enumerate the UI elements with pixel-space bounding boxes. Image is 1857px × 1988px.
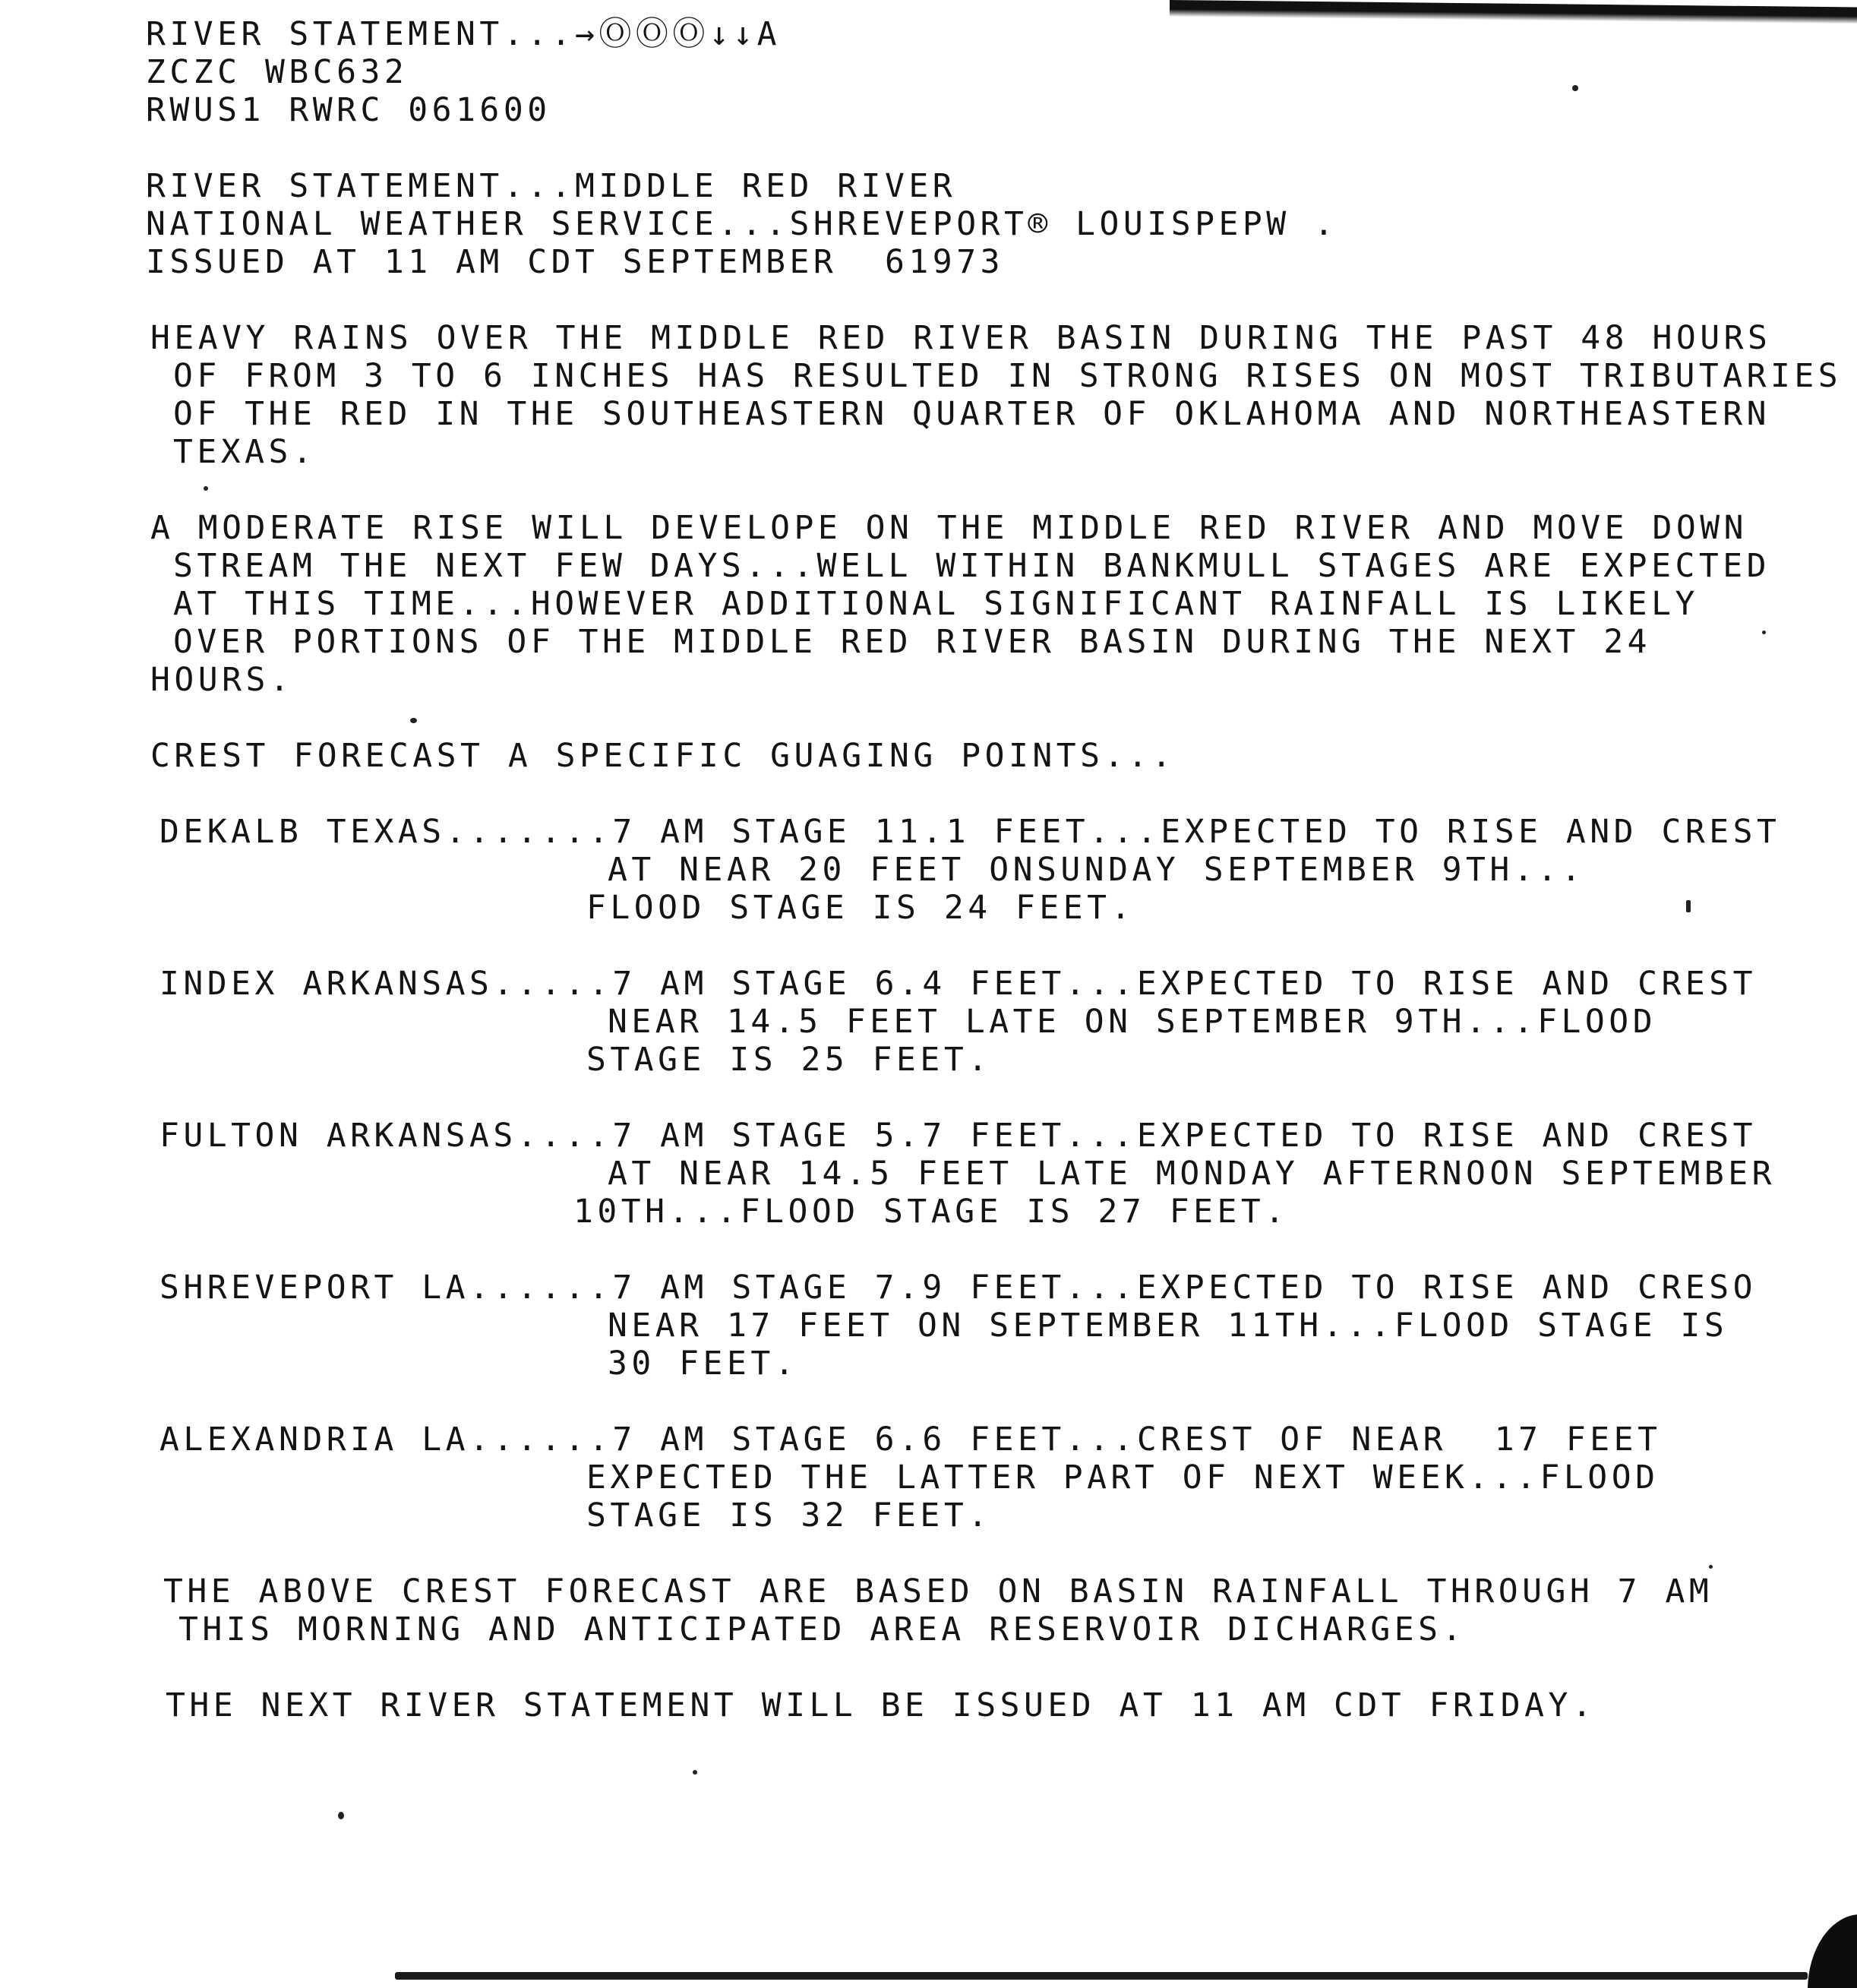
station-dekalb-line-3: FLOOD STAGE IS 24 FEET.: [586, 889, 1135, 927]
scan-speck: [1709, 1565, 1713, 1569]
paragraph-2-line: HOURS.: [150, 661, 294, 699]
station-dekalb-line-2: AT NEAR 20 FEET ONSUNDAY SEPTEMBER 9TH...: [608, 851, 1585, 889]
scan-speck: [1686, 900, 1691, 912]
paragraph-2-line: STREAM THE NEXT FEW DAYS...WELL WITHIN BANKMULL STAGES ARE EXPECTED: [173, 547, 1771, 585]
station-index-line-3: STAGE IS 25 FEET.: [586, 1041, 992, 1079]
station-alexandria-line-1: ALEXANDRIA LA......7 AM STAGE 6.6 FEET...CREST OF NEAR 17 FEET: [159, 1421, 1662, 1459]
header-line-3: RWUS1 RWRC 061600: [146, 91, 551, 129]
station-shreveport-line-3: 30 FEET.: [608, 1345, 799, 1383]
header-line-2: ZCZC WBC632: [146, 53, 409, 91]
scan-corner-shadow: [1808, 1914, 1857, 1988]
paragraph-1-line: HEAVY RAINS OVER THE MIDDLE RED RIVER BASIN DURING THE PAST 48 HOURS: [150, 319, 1772, 357]
scan-speck: [204, 486, 208, 491]
closing-line: THIS MORNING AND ANTICIPATED AREA RESERVOIR DICHARGES.: [178, 1610, 1466, 1648]
header-line-1: RIVER STATEMENT...→ⓄⓄⓄ↓↓A: [146, 15, 782, 53]
station-fulton-line-3: 10TH...FLOOD STAGE IS 27 FEET.: [573, 1193, 1289, 1231]
station-alexandria-line-3: STAGE IS 32 FEET.: [586, 1497, 992, 1534]
station-alexandria-line-2: EXPECTED THE LATTER PART OF NEXT WEEK...FLOOD: [586, 1459, 1660, 1497]
station-fulton-line-1: FULTON ARKANSAS....7 AM STAGE 5.7 FEET...EXPECTED TO RISE AND CREST: [159, 1117, 1758, 1155]
scan-speck: [693, 1770, 697, 1775]
scan-speck: [338, 1812, 344, 1819]
paragraph-2-line: OVER PORTIONS OF THE MIDDLE RED RIVER BASIN DURING THE NEXT 24: [173, 623, 1652, 661]
paragraph-1-line: OF THE RED IN THE SOUTHEASTERN QUARTER OF OKLAHOMA AND NORTHEASTERN: [173, 395, 1771, 433]
issuing-office: NATIONAL WEATHER SERVICE...SHREVEPORT® LOUISPEPW .: [146, 205, 1338, 243]
scan-speck: [1572, 85, 1578, 91]
station-shreveport-line-1: SHREVEPORT LA......7 AM STAGE 7.9 FEET...EXPECTED TO RISE AND CRESO: [159, 1269, 1758, 1307]
station-shreveport-line-2: NEAR 17 FEET ON SEPTEMBER 11TH...FLOOD STAGE IS: [608, 1307, 1729, 1345]
station-fulton-line-2: AT NEAR 14.5 FEET LATE MONDAY AFTERNOON SEPTEMBER: [608, 1155, 1776, 1193]
issue-time: ISSUED AT 11 AM CDT SEPTEMBER 61973: [146, 243, 1004, 281]
station-dekalb-line-1: DEKALB TEXAS.......7 AM STAGE 11.1 FEET...EXPECTED TO RISE AND CREST: [159, 813, 1781, 851]
scan-bottom-edge: [395, 1972, 1808, 1980]
scan-speck: [410, 718, 417, 723]
paragraph-2-line: A MODERATE RISE WILL DEVELOPE ON THE MIDDLE RED RIVER AND MOVE DOWN: [150, 509, 1748, 547]
next-statement-line: THE NEXT RIVER STATEMENT WILL BE ISSUED AT 11 AM CDT FRIDAY.: [166, 1686, 1596, 1724]
scan-speck: [1762, 631, 1766, 634]
station-index-line-1: INDEX ARKANSAS.....7 AM STAGE 6.4 FEET...EXPECTED TO RISE AND CREST: [159, 965, 1758, 1003]
paragraph-2-line: AT THIS TIME...HOWEVER ADDITIONAL SIGNIFICANT RAINFALL IS LIKELY: [173, 585, 1699, 623]
paragraph-1-line: OF FROM 3 TO 6 INCHES HAS RESULTED IN STRONG RISES ON MOST TRIBUTARIES: [173, 357, 1843, 395]
closing-line: THE ABOVE CREST FORECAST ARE BASED ON BASIN RAINFALL THROUGH 7 AM: [163, 1572, 1713, 1610]
paragraph-1-line: TEXAS.: [173, 433, 317, 471]
crest-forecast-heading: CREST FORECAST A SPECIFIC GUAGING POINTS...: [150, 737, 1176, 775]
scan-top-edge: [1170, 0, 1857, 24]
statement-title: RIVER STATEMENT...MIDDLE RED RIVER: [146, 167, 957, 205]
station-index-line-2: NEAR 14.5 FEET LATE ON SEPTEMBER 9TH...FLOOD: [608, 1003, 1657, 1041]
